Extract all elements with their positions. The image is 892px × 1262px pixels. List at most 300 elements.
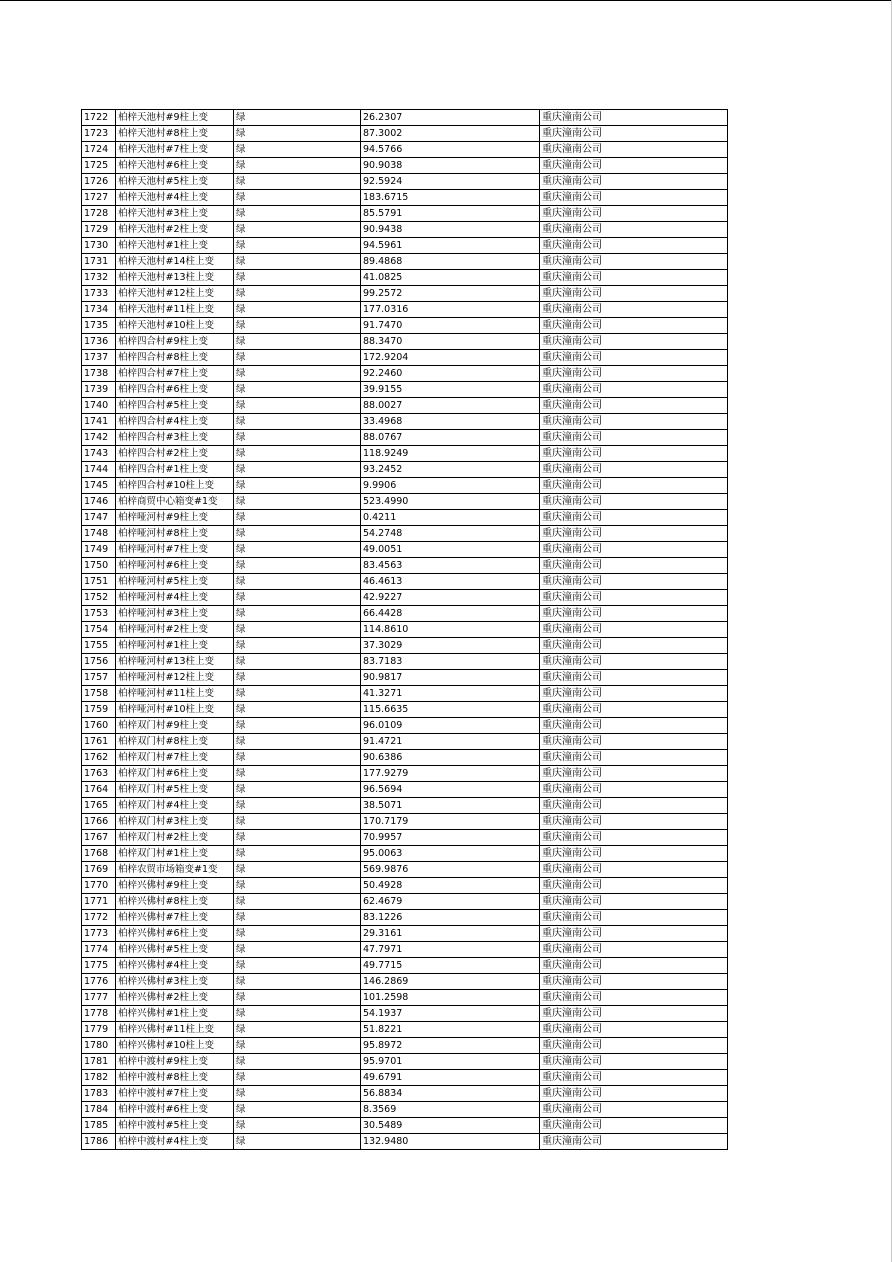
row-number-cell: 1752: [82, 590, 116, 606]
company-cell: 重庆潼南公司: [540, 222, 728, 238]
value-cell: 94.5766: [361, 142, 540, 158]
value-cell: 569.9876: [361, 862, 540, 878]
value-cell: 183.6715: [361, 190, 540, 206]
status-color-cell: 绿: [234, 334, 361, 350]
company-cell: 重庆潼南公司: [540, 1102, 728, 1118]
row-number-cell: 1772: [82, 910, 116, 926]
company-cell: 重庆潼南公司: [540, 1118, 728, 1134]
table-row: [82, 862, 728, 878]
transformer-name-cell: 柏梓兴佛村#4柱上变: [116, 958, 234, 974]
table-row: [82, 190, 728, 206]
status-color-cell: 绿: [234, 414, 361, 430]
status-color-cell: 绿: [234, 638, 361, 654]
value-cell: 8.3569: [361, 1102, 540, 1118]
value-cell: 41.3271: [361, 686, 540, 702]
table-row: [82, 734, 728, 750]
table-row: [82, 622, 728, 638]
status-color-cell: 绿: [234, 366, 361, 382]
row-number-cell: 1726: [82, 174, 116, 190]
table-row: [82, 814, 728, 830]
table-row: [82, 926, 728, 942]
table-row: [82, 238, 728, 254]
status-color-cell: 绿: [234, 926, 361, 942]
transformer-name-cell: 柏梓中渡村#7柱上变: [116, 1086, 234, 1102]
transformer-name-cell: 柏梓天池村#5柱上变: [116, 174, 234, 190]
row-number-cell: 1743: [82, 446, 116, 462]
table-row: [82, 1022, 728, 1038]
transformer-name-cell: 柏梓双门村#6柱上变: [116, 766, 234, 782]
table-row: [82, 990, 728, 1006]
row-number-cell: 1762: [82, 750, 116, 766]
value-cell: 146.2869: [361, 974, 540, 990]
table-row: [82, 1118, 728, 1134]
row-number-cell: 1770: [82, 878, 116, 894]
row-number-cell: 1760: [82, 718, 116, 734]
company-cell: 重庆潼南公司: [540, 270, 728, 286]
row-number-cell: 1785: [82, 1118, 116, 1134]
transformer-name-cell: 柏梓天池村#4柱上变: [116, 190, 234, 206]
company-cell: 重庆潼南公司: [540, 782, 728, 798]
table-row: [82, 958, 728, 974]
row-number-cell: 1742: [82, 430, 116, 446]
value-cell: 33.4968: [361, 414, 540, 430]
transformer-name-cell: 柏梓哑河村#1柱上变: [116, 638, 234, 654]
transformer-name-cell: 柏梓天池村#3柱上变: [116, 206, 234, 222]
company-cell: 重庆潼南公司: [540, 1134, 728, 1150]
value-cell: 51.8221: [361, 1022, 540, 1038]
table-row: [82, 398, 728, 414]
status-color-cell: 绿: [234, 606, 361, 622]
transformer-name-cell: 柏梓四合村#3柱上变: [116, 430, 234, 446]
company-cell: 重庆潼南公司: [540, 558, 728, 574]
value-cell: 88.0027: [361, 398, 540, 414]
transformer-name-cell: 柏梓兴佛村#3柱上变: [116, 974, 234, 990]
value-cell: 101.2598: [361, 990, 540, 1006]
company-cell: 重庆潼南公司: [540, 926, 728, 942]
company-cell: 重庆潼南公司: [540, 302, 728, 318]
row-number-cell: 1729: [82, 222, 116, 238]
status-color-cell: 绿: [234, 782, 361, 798]
company-cell: 重庆潼南公司: [540, 414, 728, 430]
status-color-cell: 绿: [234, 1070, 361, 1086]
status-color-cell: 绿: [234, 910, 361, 926]
transformer-name-cell: 柏梓兴佛村#9柱上变: [116, 878, 234, 894]
transformer-name-cell: 柏梓哑河村#10柱上变: [116, 702, 234, 718]
row-number-cell: 1755: [82, 638, 116, 654]
status-color-cell: 绿: [234, 542, 361, 558]
company-cell: 重庆潼南公司: [540, 238, 728, 254]
row-number-cell: 1757: [82, 670, 116, 686]
row-number-cell: 1745: [82, 478, 116, 494]
transformer-name-cell: 柏梓天池村#6柱上变: [116, 158, 234, 174]
company-cell: 重庆潼南公司: [540, 190, 728, 206]
company-cell: 重庆潼南公司: [540, 942, 728, 958]
status-color-cell: 绿: [234, 270, 361, 286]
row-number-cell: 1759: [82, 702, 116, 718]
data-table: [81, 109, 728, 1150]
company-cell: 重庆潼南公司: [540, 126, 728, 142]
status-color-cell: 绿: [234, 1038, 361, 1054]
status-color-cell: 绿: [234, 1102, 361, 1118]
table-row: [82, 158, 728, 174]
company-cell: 重庆潼南公司: [540, 654, 728, 670]
table-row: [82, 334, 728, 350]
transformer-name-cell: 柏梓天池村#11柱上变: [116, 302, 234, 318]
table-row: [82, 942, 728, 958]
status-color-cell: 绿: [234, 302, 361, 318]
table-row: [82, 1054, 728, 1070]
table-row: [82, 414, 728, 430]
table-row: [82, 558, 728, 574]
company-cell: 重庆潼南公司: [540, 494, 728, 510]
table-row: [82, 366, 728, 382]
value-cell: 83.4563: [361, 558, 540, 574]
company-cell: 重庆潼南公司: [540, 766, 728, 782]
transformer-name-cell: 柏梓天池村#1柱上变: [116, 238, 234, 254]
value-cell: 0.4211: [361, 510, 540, 526]
value-cell: 30.5489: [361, 1118, 540, 1134]
company-cell: 重庆潼南公司: [540, 974, 728, 990]
table-row: [82, 1038, 728, 1054]
value-cell: 96.5694: [361, 782, 540, 798]
company-cell: 重庆潼南公司: [540, 622, 728, 638]
status-color-cell: 绿: [234, 174, 361, 190]
table-row: [82, 270, 728, 286]
status-color-cell: 绿: [234, 654, 361, 670]
table-row: [82, 382, 728, 398]
company-cell: 重庆潼南公司: [540, 862, 728, 878]
transformer-name-cell: 柏梓哑河村#3柱上变: [116, 606, 234, 622]
company-cell: 重庆潼南公司: [540, 1006, 728, 1022]
table-row: [82, 302, 728, 318]
company-cell: 重庆潼南公司: [540, 350, 728, 366]
value-cell: 26.2307: [361, 110, 540, 126]
company-cell: 重庆潼南公司: [540, 750, 728, 766]
row-number-cell: 1738: [82, 366, 116, 382]
row-number-cell: 1783: [82, 1086, 116, 1102]
transformer-name-cell: 柏梓四合村#5柱上变: [116, 398, 234, 414]
table-row: [82, 478, 728, 494]
value-cell: 54.1937: [361, 1006, 540, 1022]
transformer-name-cell: 柏梓双门村#2柱上变: [116, 830, 234, 846]
transformer-name-cell: 柏梓兴佛村#8柱上变: [116, 894, 234, 910]
status-color-cell: 绿: [234, 1054, 361, 1070]
transformer-name-cell: 柏梓兴佛村#11柱上变: [116, 1022, 234, 1038]
table-row: [82, 494, 728, 510]
table-row: [82, 110, 728, 126]
table-row: [82, 462, 728, 478]
row-number-cell: 1786: [82, 1134, 116, 1150]
table-row: [82, 686, 728, 702]
status-color-cell: 绿: [234, 142, 361, 158]
status-color-cell: 绿: [234, 622, 361, 638]
company-cell: 重庆潼南公司: [540, 894, 728, 910]
row-number-cell: 1728: [82, 206, 116, 222]
company-cell: 重庆潼南公司: [540, 142, 728, 158]
status-color-cell: 绿: [234, 478, 361, 494]
row-number-cell: 1731: [82, 254, 116, 270]
row-number-cell: 1751: [82, 574, 116, 590]
status-color-cell: 绿: [234, 830, 361, 846]
company-cell: 重庆潼南公司: [540, 478, 728, 494]
value-cell: 88.0767: [361, 430, 540, 446]
transformer-name-cell: 柏梓哑河村#4柱上变: [116, 590, 234, 606]
row-number-cell: 1776: [82, 974, 116, 990]
status-color-cell: 绿: [234, 702, 361, 718]
status-color-cell: 绿: [234, 942, 361, 958]
table-row: [82, 510, 728, 526]
company-cell: 重庆潼南公司: [540, 446, 728, 462]
transformer-name-cell: 柏梓兴佛村#7柱上变: [116, 910, 234, 926]
value-cell: 9.9906: [361, 478, 540, 494]
table-row: [82, 430, 728, 446]
status-color-cell: 绿: [234, 350, 361, 366]
row-number-cell: 1784: [82, 1102, 116, 1118]
transformer-name-cell: 柏梓四合村#9柱上变: [116, 334, 234, 350]
row-number-cell: 1753: [82, 606, 116, 622]
transformer-name-cell: 柏梓双门村#3柱上变: [116, 814, 234, 830]
status-color-cell: 绿: [234, 862, 361, 878]
table-row: [82, 702, 728, 718]
row-number-cell: 1766: [82, 814, 116, 830]
table-row: [82, 142, 728, 158]
row-number-cell: 1748: [82, 526, 116, 542]
row-number-cell: 1737: [82, 350, 116, 366]
value-cell: 92.5924: [361, 174, 540, 190]
status-color-cell: 绿: [234, 958, 361, 974]
transformer-name-cell: 柏梓四合村#1柱上变: [116, 462, 234, 478]
value-cell: 49.0051: [361, 542, 540, 558]
status-color-cell: 绿: [234, 798, 361, 814]
company-cell: 重庆潼南公司: [540, 734, 728, 750]
company-cell: 重庆潼南公司: [540, 510, 728, 526]
transformer-name-cell: 柏梓中渡村#4柱上变: [116, 1134, 234, 1150]
transformer-name-cell: 柏梓双门村#7柱上变: [116, 750, 234, 766]
transformer-name-cell: 柏梓哑河村#12柱上变: [116, 670, 234, 686]
status-color-cell: 绿: [234, 590, 361, 606]
transformer-name-cell: 柏梓天池村#2柱上变: [116, 222, 234, 238]
status-color-cell: 绿: [234, 382, 361, 398]
table-row: [82, 1086, 728, 1102]
status-color-cell: 绿: [234, 686, 361, 702]
table-row: [82, 206, 728, 222]
transformer-name-cell: 柏梓哑河村#9柱上变: [116, 510, 234, 526]
transformer-name-cell: 柏梓哑河村#7柱上变: [116, 542, 234, 558]
transformer-name-cell: 柏梓四合村#4柱上变: [116, 414, 234, 430]
table-row: [82, 1134, 728, 1150]
transformer-name-cell: 柏梓中渡村#9柱上变: [116, 1054, 234, 1070]
table-row: [82, 526, 728, 542]
company-cell: 重庆潼南公司: [540, 958, 728, 974]
company-cell: 重庆潼南公司: [540, 526, 728, 542]
table-row: [82, 446, 728, 462]
value-cell: 99.2572: [361, 286, 540, 302]
company-cell: 重庆潼南公司: [540, 158, 728, 174]
table-row: [82, 654, 728, 670]
value-cell: 50.4928: [361, 878, 540, 894]
row-number-cell: 1758: [82, 686, 116, 702]
table-row: [82, 174, 728, 190]
status-color-cell: 绿: [234, 510, 361, 526]
company-cell: 重庆潼南公司: [540, 110, 728, 126]
status-color-cell: 绿: [234, 1006, 361, 1022]
value-cell: 90.9817: [361, 670, 540, 686]
company-cell: 重庆潼南公司: [540, 318, 728, 334]
table-row: [82, 782, 728, 798]
row-number-cell: 1781: [82, 1054, 116, 1070]
company-cell: 重庆潼南公司: [540, 910, 728, 926]
row-number-cell: 1739: [82, 382, 116, 398]
table-row: [82, 1102, 728, 1118]
status-color-cell: 绿: [234, 286, 361, 302]
row-number-cell: 1744: [82, 462, 116, 478]
company-cell: 重庆潼南公司: [540, 798, 728, 814]
value-cell: 91.7470: [361, 318, 540, 334]
table-row: [82, 910, 728, 926]
company-cell: 重庆潼南公司: [540, 606, 728, 622]
company-cell: 重庆潼南公司: [540, 830, 728, 846]
value-cell: 93.2452: [361, 462, 540, 478]
row-number-cell: 1756: [82, 654, 116, 670]
row-number-cell: 1722: [82, 110, 116, 126]
table-row: [82, 798, 728, 814]
value-cell: 37.3029: [361, 638, 540, 654]
transformer-name-cell: 柏梓四合村#10柱上变: [116, 478, 234, 494]
company-cell: 重庆潼南公司: [540, 206, 728, 222]
company-cell: 重庆潼南公司: [540, 174, 728, 190]
value-cell: 47.7971: [361, 942, 540, 958]
status-color-cell: 绿: [234, 734, 361, 750]
transformer-name-cell: 柏梓四合村#6柱上变: [116, 382, 234, 398]
company-cell: 重庆潼南公司: [540, 254, 728, 270]
transformer-name-cell: 柏梓天池村#13柱上变: [116, 270, 234, 286]
row-number-cell: 1775: [82, 958, 116, 974]
transformer-name-cell: 柏梓哑河村#11柱上变: [116, 686, 234, 702]
transformer-name-cell: 柏梓四合村#8柱上变: [116, 350, 234, 366]
status-color-cell: 绿: [234, 462, 361, 478]
transformer-name-cell: 柏梓天池村#10柱上变: [116, 318, 234, 334]
transformer-name-cell: 柏梓农贸市场箱变#1变: [116, 862, 234, 878]
company-cell: 重庆潼南公司: [540, 1054, 728, 1070]
page-top-border: [0, 0, 892, 1]
status-color-cell: 绿: [234, 1022, 361, 1038]
value-cell: 170.7179: [361, 814, 540, 830]
status-color-cell: 绿: [234, 446, 361, 462]
status-color-cell: 绿: [234, 238, 361, 254]
value-cell: 56.8834: [361, 1086, 540, 1102]
value-cell: 41.0825: [361, 270, 540, 286]
transformer-name-cell: 柏梓兴佛村#6柱上变: [116, 926, 234, 942]
value-cell: 87.3002: [361, 126, 540, 142]
value-cell: 177.9279: [361, 766, 540, 782]
company-cell: 重庆潼南公司: [540, 670, 728, 686]
value-cell: 114.8610: [361, 622, 540, 638]
value-cell: 115.6635: [361, 702, 540, 718]
status-color-cell: 绿: [234, 318, 361, 334]
status-color-cell: 绿: [234, 814, 361, 830]
transformer-name-cell: 柏梓双门村#8柱上变: [116, 734, 234, 750]
row-number-cell: 1778: [82, 1006, 116, 1022]
company-cell: 重庆潼南公司: [540, 286, 728, 302]
row-number-cell: 1741: [82, 414, 116, 430]
transformer-name-cell: 柏梓天池村#14柱上变: [116, 254, 234, 270]
transformer-name-cell: 柏梓商贸中心箱变#1变: [116, 494, 234, 510]
value-cell: 92.2460: [361, 366, 540, 382]
row-number-cell: 1734: [82, 302, 116, 318]
company-cell: 重庆潼南公司: [540, 542, 728, 558]
row-number-cell: 1723: [82, 126, 116, 142]
company-cell: 重庆潼南公司: [540, 1086, 728, 1102]
table-row: [82, 606, 728, 622]
table-row: [82, 638, 728, 654]
row-number-cell: 1767: [82, 830, 116, 846]
company-cell: 重庆潼南公司: [540, 638, 728, 654]
value-cell: 90.6386: [361, 750, 540, 766]
company-cell: 重庆潼南公司: [540, 990, 728, 1006]
row-number-cell: 1761: [82, 734, 116, 750]
transformer-name-cell: 柏梓中渡村#6柱上变: [116, 1102, 234, 1118]
status-color-cell: 绿: [234, 206, 361, 222]
status-color-cell: 绿: [234, 254, 361, 270]
transformer-name-cell: 柏梓四合村#7柱上变: [116, 366, 234, 382]
transformer-name-cell: 柏梓双门村#5柱上变: [116, 782, 234, 798]
row-number-cell: 1768: [82, 846, 116, 862]
table-row: [82, 974, 728, 990]
value-cell: 49.7715: [361, 958, 540, 974]
status-color-cell: 绿: [234, 190, 361, 206]
row-number-cell: 1750: [82, 558, 116, 574]
transformer-name-cell: 柏梓哑河村#2柱上变: [116, 622, 234, 638]
table-row: [82, 542, 728, 558]
company-cell: 重庆潼南公司: [540, 334, 728, 350]
status-color-cell: 绿: [234, 846, 361, 862]
value-cell: 38.5071: [361, 798, 540, 814]
row-number-cell: 1747: [82, 510, 116, 526]
value-cell: 95.8972: [361, 1038, 540, 1054]
table-body: [82, 110, 728, 1150]
value-cell: 523.4990: [361, 494, 540, 510]
row-number-cell: 1740: [82, 398, 116, 414]
status-color-cell: 绿: [234, 126, 361, 142]
table-row: [82, 830, 728, 846]
status-color-cell: 绿: [234, 222, 361, 238]
status-color-cell: 绿: [234, 878, 361, 894]
transformer-name-cell: 柏梓双门村#9柱上变: [116, 718, 234, 734]
value-cell: 83.7183: [361, 654, 540, 670]
transformer-name-cell: 柏梓哑河村#6柱上变: [116, 558, 234, 574]
value-cell: 132.9480: [361, 1134, 540, 1150]
status-color-cell: 绿: [234, 1086, 361, 1102]
company-cell: 重庆潼南公司: [540, 686, 728, 702]
status-color-cell: 绿: [234, 750, 361, 766]
row-number-cell: 1733: [82, 286, 116, 302]
row-number-cell: 1777: [82, 990, 116, 1006]
transformer-name-cell: 柏梓哑河村#5柱上变: [116, 574, 234, 590]
row-number-cell: 1735: [82, 318, 116, 334]
table-row: [82, 766, 728, 782]
table-row: [82, 750, 728, 766]
status-color-cell: 绿: [234, 1118, 361, 1134]
transformer-name-cell: 柏梓双门村#1柱上变: [116, 846, 234, 862]
status-color-cell: 绿: [234, 574, 361, 590]
value-cell: 95.9701: [361, 1054, 540, 1070]
row-number-cell: 1779: [82, 1022, 116, 1038]
transformer-name-cell: 柏梓天池村#9柱上变: [116, 110, 234, 126]
value-cell: 94.5961: [361, 238, 540, 254]
value-cell: 70.9957: [361, 830, 540, 846]
status-color-cell: 绿: [234, 990, 361, 1006]
table-row: [82, 894, 728, 910]
